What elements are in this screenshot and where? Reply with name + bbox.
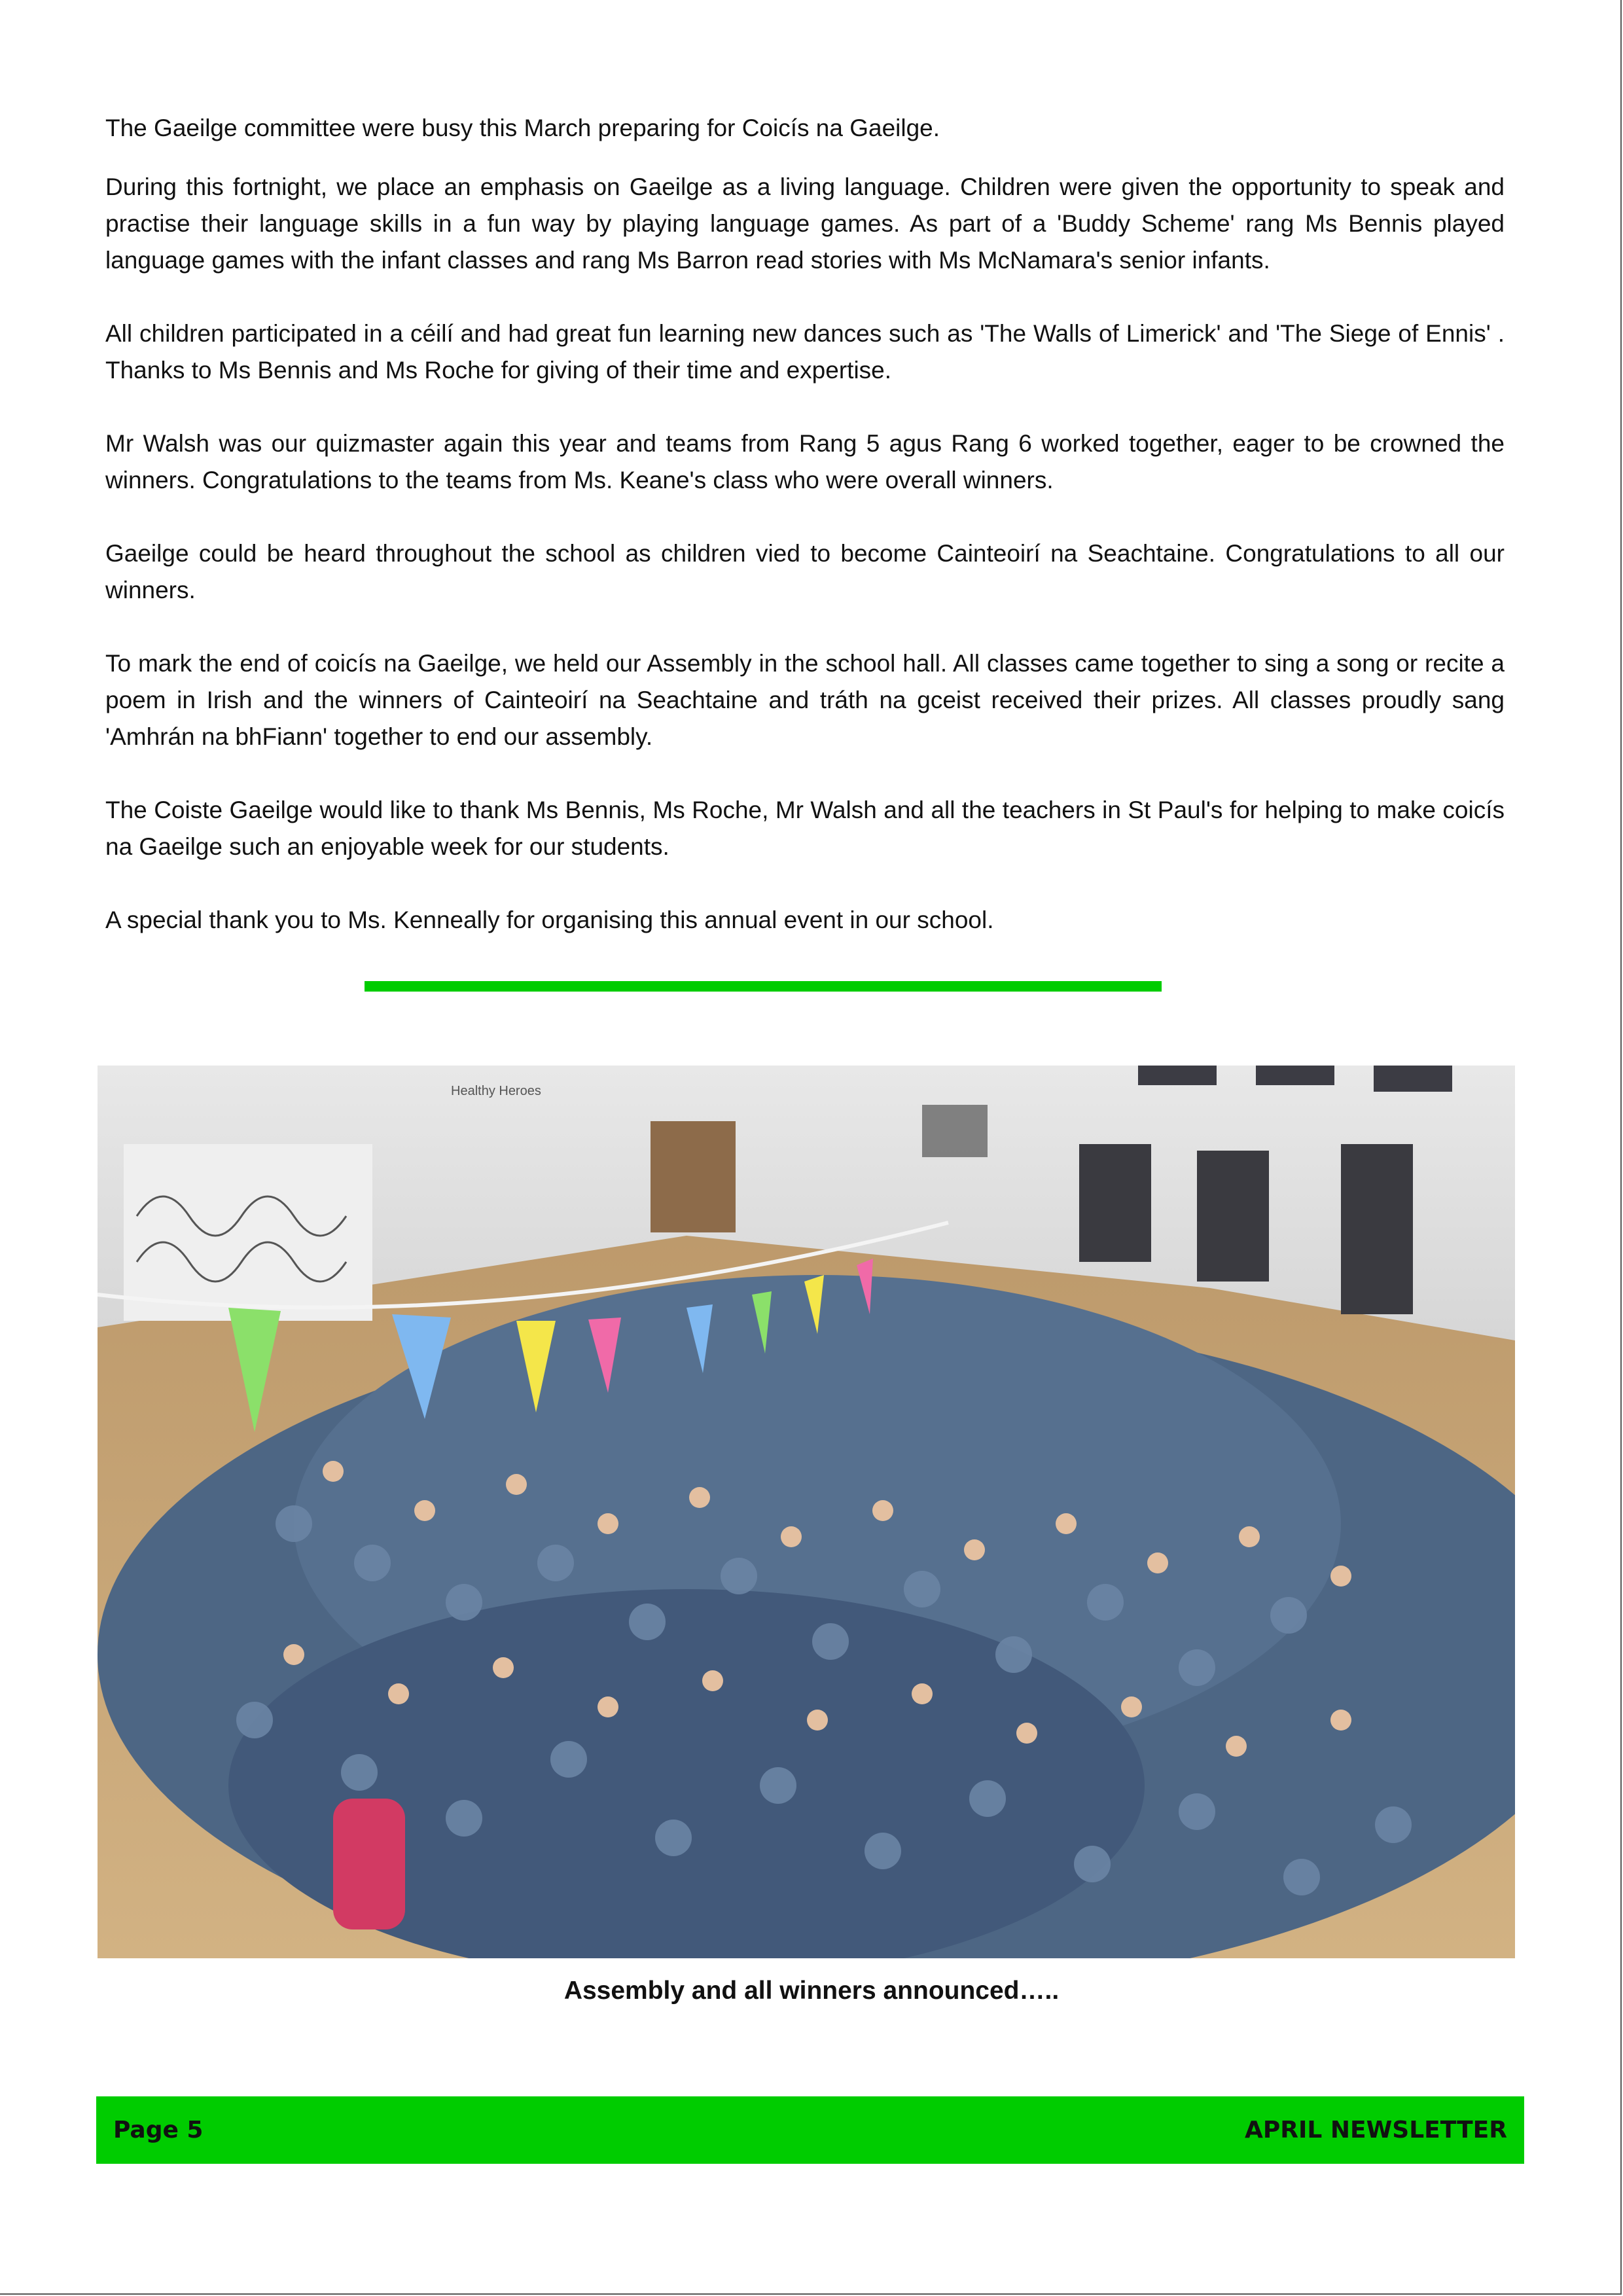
paragraph-thanks: The Coiste Gaeilge would like to thank Ms Bennis, Ms Roche, Mr Walsh and all the teachers in St Paul's for helping to make coicís na Gaeilge such an enjoyable week for our students. bbox=[105, 797, 1505, 860]
page-footer bbox=[96, 2096, 1524, 2164]
paragraph-quiz: Mr Walsh was our quizmaster again this year and teams from Rang 5 agus Rang 6 worked together, eager to be crowned the winners. Congratulations to the teams from Ms. Keane's class who were overall winners. bbox=[105, 430, 1505, 493]
paragraph-assembly: To mark the end of coicís na Gaeilge, we held our Assembly in the school hall. All classes came together to sing a song or recite a poem in Irish and the winners of Cainteoirí na Seachtaine and tráth na gceist received their prizes. All classes proudly sang 'Amhrán na bhFiann' together to end our assembly. bbox=[105, 650, 1505, 750]
paragraph-special-thanks: A special thank you to Ms. Kenneally for organising this annual event in our school. bbox=[105, 906, 994, 933]
photo-caption: Assembly and all winners announced….. bbox=[563, 1977, 1060, 2005]
assembly-photo bbox=[98, 1066, 1515, 1958]
article-body bbox=[105, 110, 1505, 975]
paragraph-cainteoiri: Gaeilge could be heard throughout the school as children vied to become Cainteoirí na Seachtaine. Congratulations to all our winners. bbox=[105, 540, 1505, 603]
newsletter-title: APRIL NEWSLETTER bbox=[1245, 2117, 1507, 2144]
page-number: Page 5 bbox=[113, 2117, 204, 2144]
wall-sign: Healthy Heroes bbox=[451, 1084, 541, 1098]
paragraph-intro: The Gaeilge committee were busy this March preparing for Coicís na Gaeilge. bbox=[105, 115, 940, 141]
paragraph-fortnight: During this fortnight, we place an emphasis on Gaeilge as a living language. Children were given the opportunity to speak and practise their language skills in a fun way by playing language games. As part of a 'Buddy Scheme' rang Ms Bennis played language games with the infant classes and rang Ms Barron read stories with Ms McNamara's senior infants. bbox=[105, 173, 1505, 274]
section-divider bbox=[365, 981, 1162, 992]
assembly-photo-illustration bbox=[98, 1066, 1515, 1958]
paragraph-ceili: All children participated in a céilí and had great fun learning new dances such as 'The Walls of Limerick' and 'The Siege of Ennis' . Thanks to Ms Bennis and Ms Roche for giving of their time and expertise. bbox=[105, 320, 1505, 384]
